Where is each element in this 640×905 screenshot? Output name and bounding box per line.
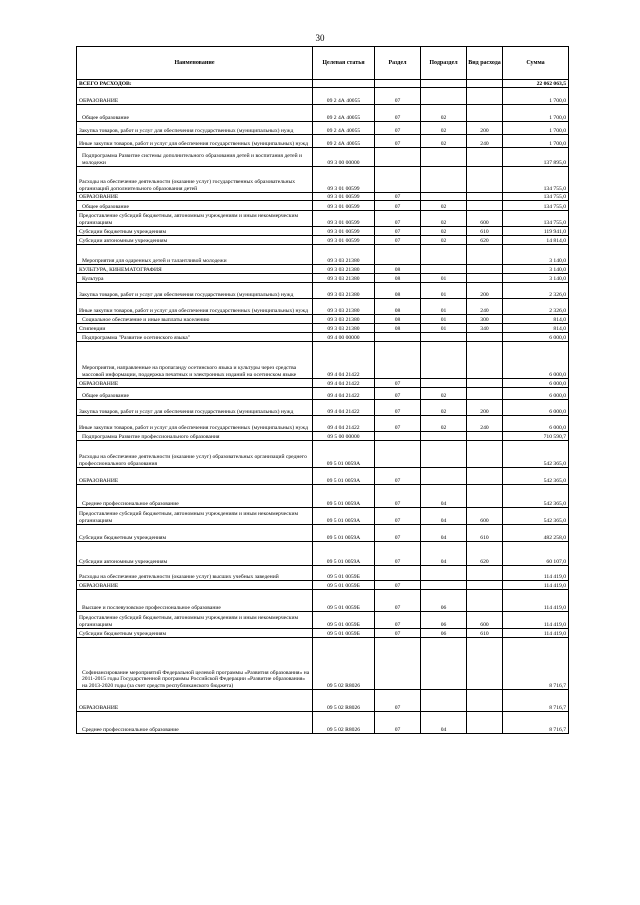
cell-section: 07 [375,712,421,734]
table-body [77,80,569,734]
cell-target-item: 09 3 03 21380 [313,245,375,265]
cell-expense-type [467,80,503,88]
cell-expense-type: 240 [467,416,503,432]
cell-name: ОБРАЗОВАНИЕ [77,379,313,388]
cell-name: Мероприятия для одаренных детей и талантливой молодежи [77,245,313,265]
cell-expense-type [467,590,503,612]
table-row [77,201,569,211]
cell-target-item: 09 3 03 21380 [313,299,375,315]
cell-expense-type: 240 [467,299,503,315]
cell-expense-type [467,148,503,167]
cell-amount: 6 000,0 [503,379,569,388]
cell-subsection [421,333,467,342]
cell-target-item: 09 5 01 0059А [313,468,375,485]
cell-expense-type [467,566,503,581]
cell-section: 07 [375,211,421,227]
cell-subsection: 02 [421,105,467,122]
table-row [77,542,569,566]
cell-section: 07 [375,400,421,416]
cell-expense-type: 620 [467,542,503,566]
cell-amount: 814,0 [503,324,569,333]
cell-subsection: 06 [421,590,467,612]
cell-name: Общее образование [77,388,313,400]
table-row [77,265,569,274]
cell-subsection [421,245,467,265]
cell-expense-type [467,342,503,379]
cell-subsection: 01 [421,274,467,283]
table-row [77,581,569,590]
cell-subsection: 04 [421,542,467,566]
cell-target-item: 09 4 04 21422 [313,416,375,432]
cell-section: 07 [375,690,421,712]
cell-name: Иные закупки товаров, работ и услуг для обеспечения государственных (муниципальных) нужд [77,416,313,432]
cell-target-item: 09 3 01 00599 [313,201,375,211]
cell-subsection [421,581,467,590]
cell-amount: 114 419,0 [503,612,569,629]
cell-subsection [421,441,467,468]
cell-subsection: 02 [421,227,467,236]
cell-target-item: 09 5 01 0059Б [313,581,375,590]
cell-section [375,342,421,379]
cell-amount: 6 000,0 [503,416,569,432]
table-row [77,105,569,122]
cell-subsection [421,265,467,274]
cell-target-item: 09 3 03 21380 [313,283,375,299]
cell-expense-type [467,690,503,712]
cell-amount: 14 814,0 [503,236,569,245]
cell-amount: 3 140,0 [503,265,569,274]
cell-subsection [421,193,467,201]
cell-name: Среднее профессиональное образование [77,485,313,508]
cell-target-item: 09 4 04 21422 [313,342,375,379]
cell-section: 07 [375,468,421,485]
table-row [77,379,569,388]
table-row [77,525,569,542]
table-row [77,274,569,283]
cell-section: 07 [375,201,421,211]
cell-section [375,333,421,342]
cell-subsection: 02 [421,211,467,227]
cell-target-item: 09 3 03 21380 [313,265,375,274]
cell-name: ОБРАЗОВАНИЕ [77,88,313,105]
cell-section: 07 [375,236,421,245]
cell-name: Расходы на обеспечение деятельности (оказание услуг) образовательных организаций среднего профессионального образования [77,441,313,468]
cell-section [375,148,421,167]
cell-name: Иные закупки товаров, работ и услуг для обеспечения государственных (муниципальных) нужд [77,135,313,148]
cell-target-item: 09 5 02 R8026 [313,690,375,712]
cell-expense-type: 200 [467,283,503,299]
cell-name: Социальное обеспечение и иные выплаты населению [77,315,313,324]
cell-name: ОБРАЗОВАНИЕ [77,193,313,201]
cell-amount: 8 716,7 [503,638,569,690]
cell-amount: 1 700,0 [503,105,569,122]
cell-subsection: 01 [421,299,467,315]
cell-expense-type: 620 [467,236,503,245]
table-row [77,80,569,88]
cell-target-item: 09 2 4А 40055 [313,122,375,135]
cell-subsection [421,379,467,388]
cell-expense-type [467,88,503,105]
cell-section: 08 [375,299,421,315]
cell-name: Расходы на обеспечение деятельности (оказание услуг) высших учебных заведений [77,566,313,581]
table-row [77,283,569,299]
cell-subsection [421,690,467,712]
cell-amount: 8 716,7 [503,690,569,712]
cell-amount: 22 062 063,5 [503,80,569,88]
cell-expense-type [467,193,503,201]
cell-subsection: 01 [421,324,467,333]
cell-section: 08 [375,274,421,283]
cell-name: Общее образование [77,201,313,211]
cell-expense-type: 600 [467,612,503,629]
cell-expense-type [467,388,503,400]
cell-subsection: 01 [421,315,467,324]
cell-subsection: 04 [421,485,467,508]
cell-section [375,566,421,581]
cell-target-item: 09 4 04 21422 [313,400,375,416]
cell-target-item: 09 5 01 0059Б [313,566,375,581]
cell-subsection [421,566,467,581]
table-row [77,315,569,324]
table-row [77,388,569,400]
cell-amount: 6 000,0 [503,388,569,400]
table-row [77,629,569,638]
cell-name: Иные закупки товаров, работ и услуг для обеспечения государственных (муниципальных) нужд [77,299,313,315]
cell-expense-type [467,712,503,734]
cell-section: 07 [375,590,421,612]
cell-target-item: 09 3 01 00599 [313,236,375,245]
cell-section: 07 [375,525,421,542]
cell-name: Мероприятия, направленные на пропаганду осетинского языка и культуры через средства массовой информации, поддержка печатных и электронных изданий на осетинском языке [77,342,313,379]
cell-subsection: 02 [421,135,467,148]
cell-section [375,167,421,193]
cell-section: 07 [375,193,421,201]
cell-expense-type [467,485,503,508]
cell-subsection [421,342,467,379]
cell-expense-type: 340 [467,324,503,333]
cell-target-item: 09 2 4А 40055 [313,135,375,148]
cell-target-item: 09 4 04 21422 [313,388,375,400]
cell-name: Софинансирование мероприятий Федеральной целевой программы «Развития образования» на 2011-2015 годы Государственной программы Российской Федерации «Развитие образования» на 2013-2020 годы (за счет средств республиканского бюджета) [77,638,313,690]
table-row [77,299,569,315]
cell-subsection: 04 [421,712,467,734]
cell-amount: 710 590,7 [503,432,569,441]
cell-expense-type: 610 [467,227,503,236]
table-row [77,333,569,342]
cell-amount: 134 755,0 [503,167,569,193]
cell-expense-type [467,468,503,485]
cell-target-item: 09 5 01 0059А [313,508,375,525]
cell-subsection [421,432,467,441]
cell-section [375,638,421,690]
cell-target-item: 09 5 02 R8026 [313,638,375,690]
cell-expense-type: 300 [467,315,503,324]
cell-name: КУЛЬТУРА, КИНЕМАТОГРАФИЯ [77,265,313,274]
cell-target-item: 09 3 03 21380 [313,315,375,324]
cell-expense-type [467,167,503,193]
table-header-row [77,47,569,80]
cell-name: ОБРАЗОВАНИЕ [77,690,313,712]
table-row [77,148,569,167]
cell-name: Субсидии бюджетным учреждениям [77,629,313,638]
cell-subsection [421,148,467,167]
cell-amount: 1 700,0 [503,122,569,135]
cell-target-item: 09 5 01 0059А [313,485,375,508]
cell-subsection [421,468,467,485]
cell-expense-type: 600 [467,508,503,525]
cell-expense-type [467,432,503,441]
table-row [77,712,569,734]
cell-name: ОБРАЗОВАНИЕ [77,468,313,485]
table-row [77,441,569,468]
cell-name: Субсидии бюджетным учреждениям [77,525,313,542]
cell-subsection: 02 [421,201,467,211]
cell-section: 07 [375,485,421,508]
cell-section: 08 [375,324,421,333]
cell-section [375,80,421,88]
cell-expense-type: 200 [467,400,503,416]
cell-section: 07 [375,227,421,236]
cell-target-item: 09 5 01 0059А [313,441,375,468]
cell-target-item [313,80,375,88]
cell-section: 07 [375,105,421,122]
cell-subsection: 02 [421,122,467,135]
cell-subsection: 02 [421,388,467,400]
cell-target-item: 09 5 01 0059А [313,542,375,566]
cell-section [375,441,421,468]
cell-amount: 134 755,0 [503,211,569,227]
cell-expense-type: 200 [467,122,503,135]
cell-subsection: 04 [421,525,467,542]
column-header-expense-type: Вид расхода [467,47,503,80]
table-row [77,432,569,441]
table-row [77,638,569,690]
cell-amount: 114 419,0 [503,581,569,590]
table-row [77,135,569,148]
table-row [77,690,569,712]
table-row [77,566,569,581]
cell-subsection: 02 [421,416,467,432]
cell-amount: 1 700,0 [503,88,569,105]
column-header-name: Наименование [77,47,313,80]
cell-name: Подпрограмма Развитие системы дополнительного образования детей и воспитания детей и молодежи [77,148,313,167]
cell-amount: 2 326,0 [503,299,569,315]
table-row [77,227,569,236]
cell-name: Предоставление субсидий бюджетным, автономным учреждениям и иным некоммерческим организациям [77,612,313,629]
cell-amount: 60 107,0 [503,542,569,566]
cell-expense-type [467,245,503,265]
cell-name: Среднее профессиональное образование [77,712,313,734]
cell-name: Общее образование [77,105,313,122]
cell-expense-type [467,441,503,468]
cell-name: Закупка товаров, работ и услуг для обеспечения государственных (муниципальных) нужд [77,400,313,416]
cell-subsection: 01 [421,283,467,299]
cell-expense-type [467,333,503,342]
cell-section: 07 [375,629,421,638]
cell-target-item: 09 4 00 00000 [313,333,375,342]
cell-amount: 8 716,7 [503,712,569,734]
cell-expense-type [467,201,503,211]
column-header-section: Раздел [375,47,421,80]
cell-amount: 114 419,0 [503,566,569,581]
cell-name: Расходы на обеспечение деятельности (оказание услуг) государственных образовательных организаций дополнительного образования детей [77,167,313,193]
cell-amount: 542 365,0 [503,508,569,525]
cell-expense-type [467,638,503,690]
cell-target-item: 09 5 01 0059Б [313,629,375,638]
table-row [77,612,569,629]
cell-amount: 542 365,0 [503,485,569,508]
cell-amount: 6 000,0 [503,342,569,379]
cell-name: Культура [77,274,313,283]
cell-section: 07 [375,416,421,432]
table-row [77,508,569,525]
cell-expense-type [467,105,503,122]
cell-amount: 814,0 [503,315,569,324]
table-row [77,468,569,485]
cell-section: 07 [375,581,421,590]
cell-amount: 2 326,0 [503,283,569,299]
cell-section: 07 [375,135,421,148]
cell-name: Предоставление субсидий бюджетным, автономным учреждениям и иным некоммерческим организациям [77,508,313,525]
cell-target-item: 09 3 03 21380 [313,324,375,333]
cell-section: 07 [375,379,421,388]
cell-name: ВСЕГО РАСХОДОВ: [77,80,313,88]
cell-target-item: 09 5 02 R8026 [313,712,375,734]
cell-amount: 6 000,0 [503,400,569,416]
cell-section: 07 [375,122,421,135]
cell-expense-type [467,265,503,274]
cell-section: 07 [375,542,421,566]
cell-amount: 1 700,0 [503,135,569,148]
cell-expense-type: 610 [467,525,503,542]
cell-amount: 134 755,0 [503,201,569,211]
cell-subsection [421,80,467,88]
cell-section: 07 [375,612,421,629]
table-row [77,342,569,379]
cell-amount: 119 941,0 [503,227,569,236]
cell-amount: 114 419,0 [503,629,569,638]
cell-target-item: 09 3 01 00599 [313,227,375,236]
table-row [77,193,569,201]
column-header-amount: Сумма [503,47,569,80]
cell-target-item: 09 2 4А 40055 [313,105,375,122]
cell-name: ОБРАЗОВАНИЕ [77,581,313,590]
cell-subsection: 02 [421,236,467,245]
cell-section: 08 [375,265,421,274]
cell-name: Подпрограмма "Развитие осетинского языка" [77,333,313,342]
cell-name: Закупка товаров, работ и услуг для обеспечения государственных (муниципальных) нужд [77,283,313,299]
cell-target-item: 09 5 01 0059Б [313,590,375,612]
table-row [77,122,569,135]
cell-expense-type [467,581,503,590]
table-row [77,236,569,245]
cell-amount: 114 419,0 [503,590,569,612]
cell-name: Подпрограмма Развитие профессионального образования [77,432,313,441]
cell-target-item: 09 3 01 00599 [313,211,375,227]
cell-amount: 137 895,0 [503,148,569,167]
cell-target-item: 09 2 4А 40055 [313,88,375,105]
cell-section: 08 [375,283,421,299]
column-header-subsection: Подраздел [421,47,467,80]
table-row [77,400,569,416]
cell-target-item: 09 5 00 00000 [313,432,375,441]
cell-name: Высшее и послевузовское профессиональное образование [77,590,313,612]
cell-target-item: 09 3 01 00599 [313,193,375,201]
cell-target-item: 09 5 01 0059Б [313,612,375,629]
cell-expense-type: 600 [467,211,503,227]
table-row [77,590,569,612]
table-row [77,167,569,193]
cell-target-item: 09 3 00 00000 [313,148,375,167]
cell-subsection: 02 [421,400,467,416]
table-row [77,88,569,105]
cell-target-item: 09 4 04 21422 [313,379,375,388]
cell-target-item: 09 5 01 0059А [313,525,375,542]
cell-amount: 3 140,0 [503,245,569,265]
cell-target-item: 09 3 03 21380 [313,274,375,283]
cell-amount: 482 258,0 [503,525,569,542]
cell-name: Субсидии автономным учреждениям [77,236,313,245]
cell-section: 08 [375,315,421,324]
table-row [77,416,569,432]
cell-name: Закупка товаров, работ и услуг для обеспечения государственных (муниципальных) нужд [77,122,313,135]
cell-name: Субсидии автономным учреждениям [77,542,313,566]
expenditure-table [76,46,569,734]
cell-section: 07 [375,508,421,525]
cell-subsection: 06 [421,629,467,638]
table-row [77,485,569,508]
cell-section [375,432,421,441]
cell-expense-type [467,379,503,388]
cell-subsection: 06 [421,612,467,629]
cell-section: 07 [375,88,421,105]
cell-amount: 134 755,0 [503,193,569,201]
cell-name: Субсидии бюджетным учреждениям [77,227,313,236]
cell-section: 07 [375,388,421,400]
cell-subsection [421,638,467,690]
cell-subsection [421,88,467,105]
table-row [77,211,569,227]
cell-amount: 542 365,0 [503,468,569,485]
cell-expense-type [467,274,503,283]
cell-expense-type: 240 [467,135,503,148]
cell-expense-type: 610 [467,629,503,638]
cell-amount: 6 000,0 [503,333,569,342]
cell-target-item: 09 3 01 00599 [313,167,375,193]
table-row [77,324,569,333]
cell-name: Предоставление субсидий бюджетным, автономным учреждениям и иным некоммерческим организациям [77,211,313,227]
column-header-target-item: Целевая статья [313,47,375,80]
table-row [77,245,569,265]
cell-name: Стипендии [77,324,313,333]
cell-subsection: 04 [421,508,467,525]
cell-amount: 3 140,0 [503,274,569,283]
cell-subsection [421,167,467,193]
cell-section [375,245,421,265]
page-number: 30 [315,33,325,43]
cell-amount: 542 365,0 [503,441,569,468]
